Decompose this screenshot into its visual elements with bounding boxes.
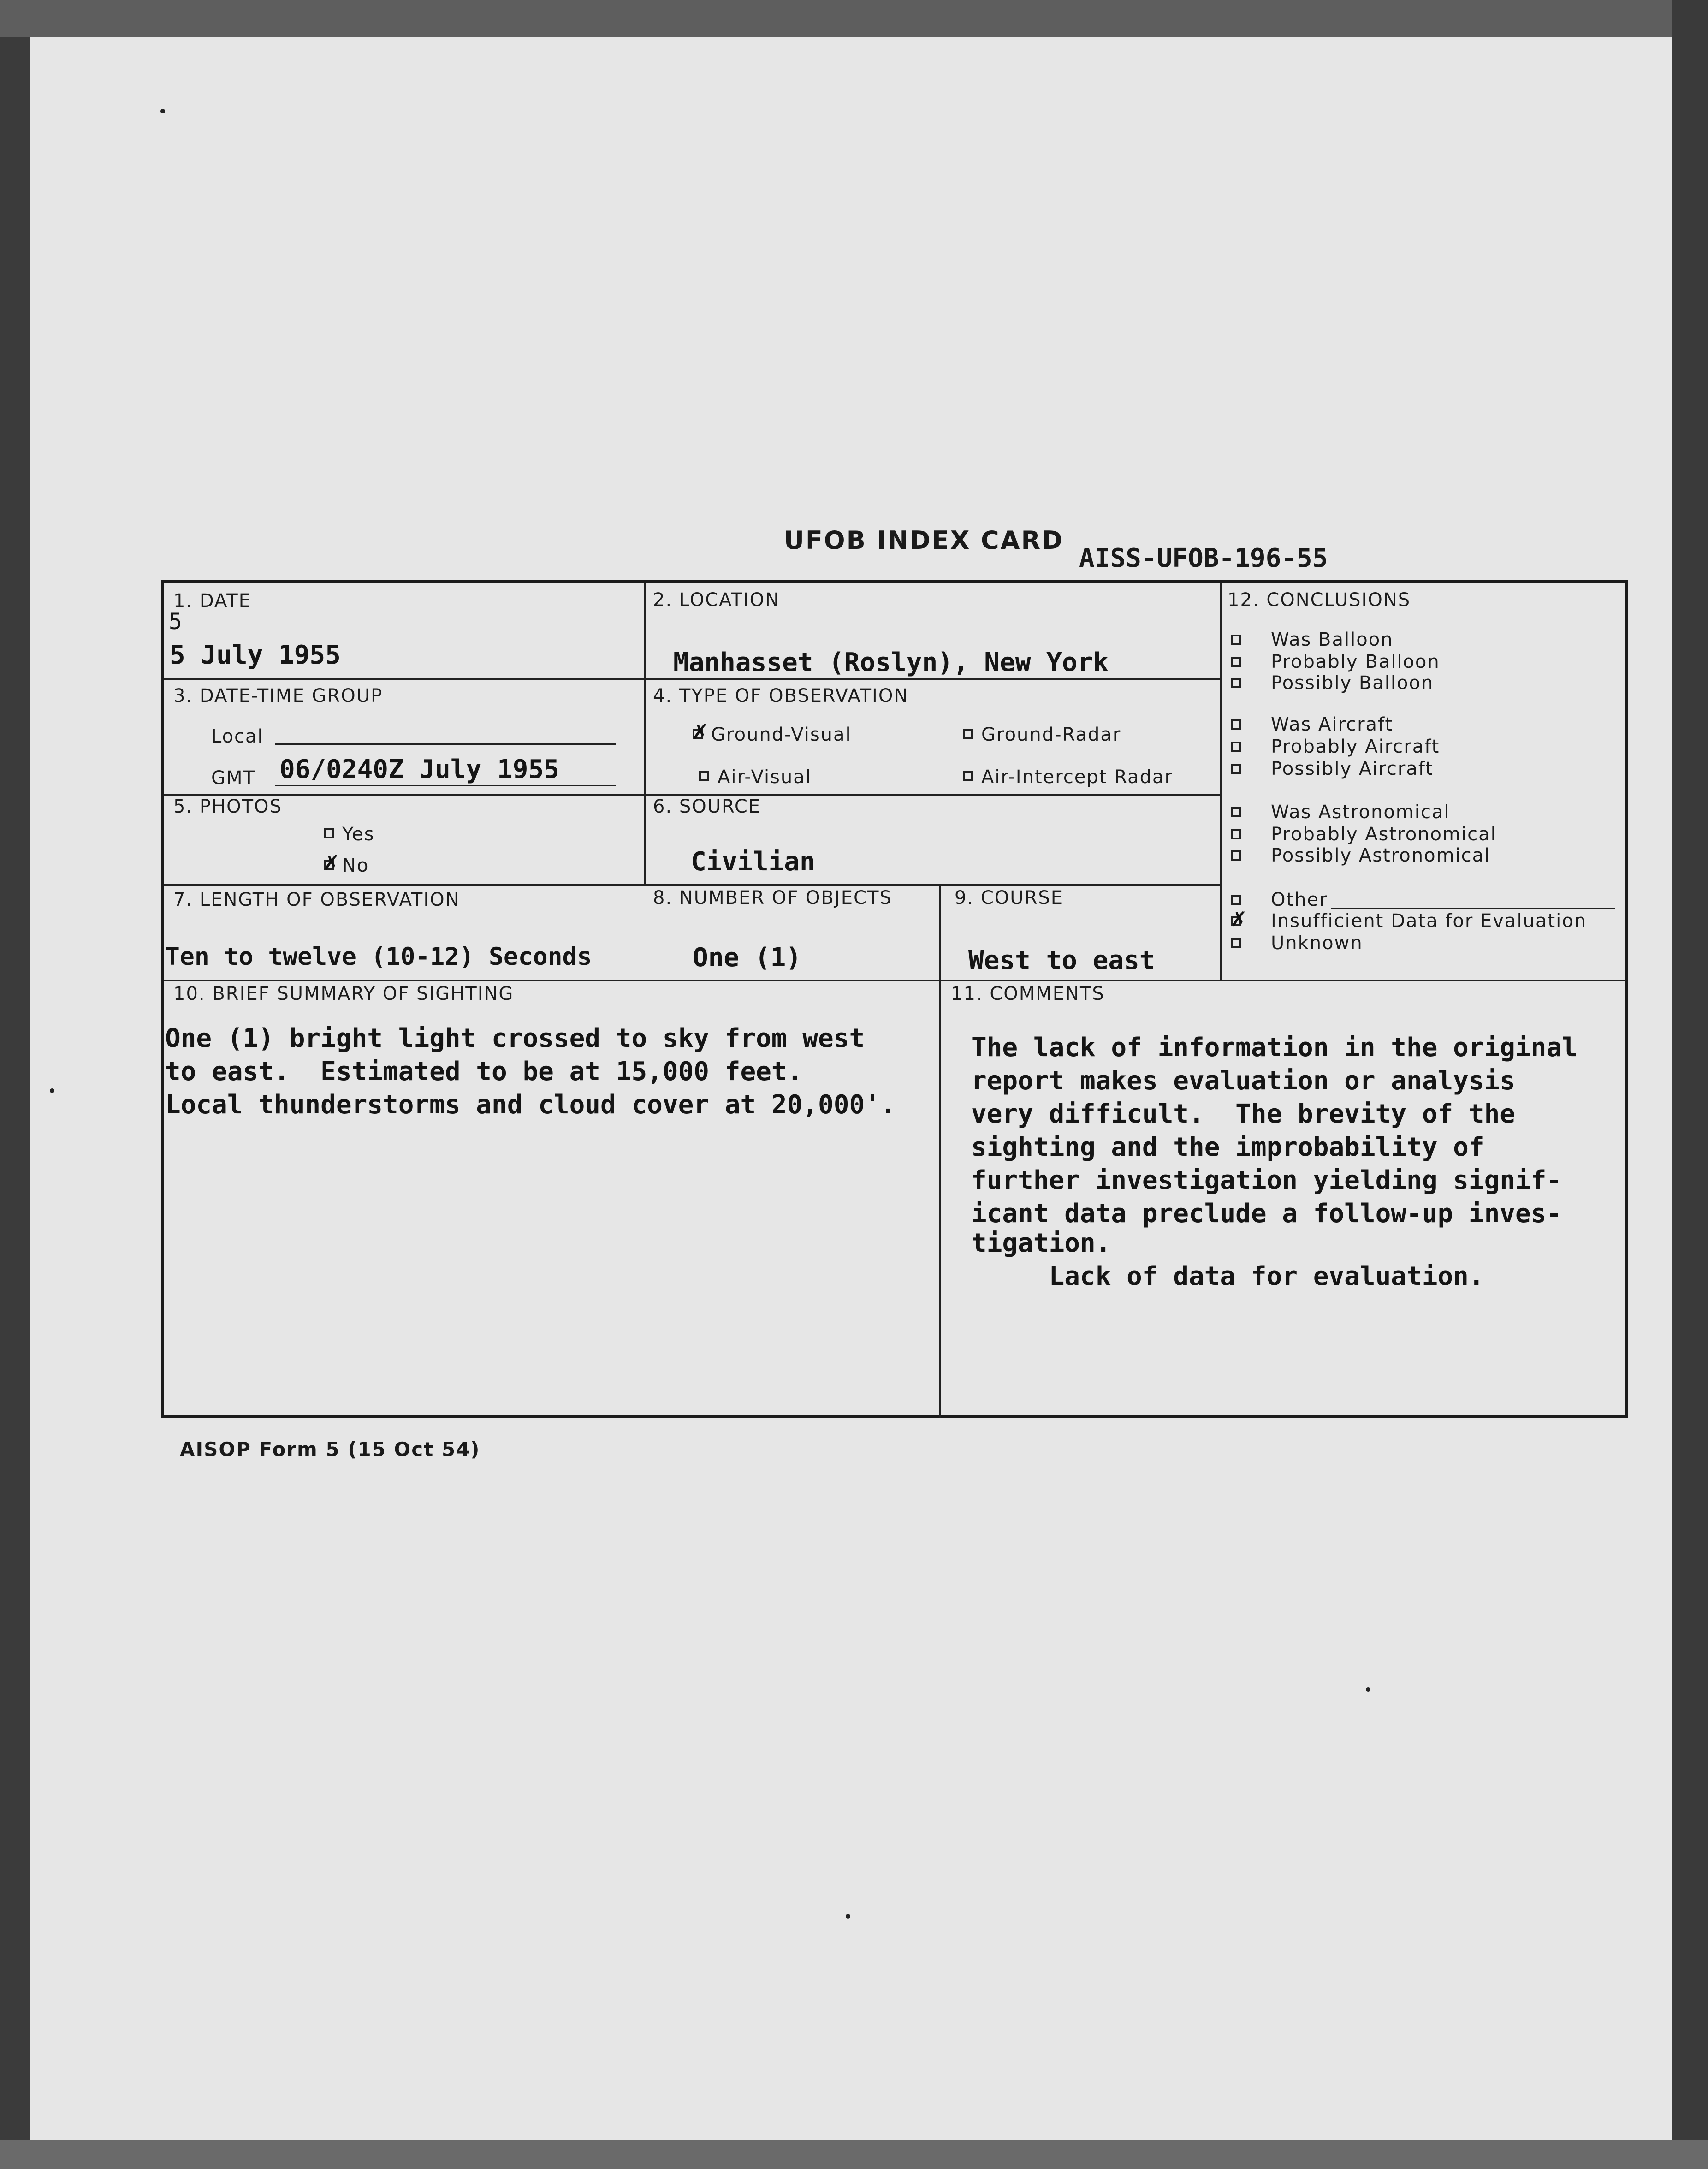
conclusion-insufficient-data-label: Insufficient Data for Evaluation bbox=[1271, 910, 1587, 932]
conclusion-probably-balloon-label: Probably Balloon bbox=[1271, 651, 1440, 672]
type-air-visual-label: Air-Visual bbox=[718, 767, 812, 788]
card-title: UFOB INDEX CARD bbox=[784, 526, 1064, 555]
scan-border-left bbox=[0, 37, 30, 2169]
conclusion-was-aircraft-label: Was Aircraft bbox=[1271, 714, 1394, 735]
type-air-intercept-radar-label: Air-Intercept Radar bbox=[981, 767, 1173, 788]
dtg-label: 3. DATE-TIME GROUP bbox=[173, 685, 383, 707]
comments-line-3: very difficult. The brevity of the bbox=[971, 1099, 1516, 1129]
comments-line-2: report makes evaluation or analysis bbox=[971, 1066, 1516, 1096]
summary-line-1: One (1) bright light crossed to sky from west bbox=[165, 1023, 865, 1053]
speck bbox=[160, 109, 165, 113]
divider-col3 bbox=[1220, 583, 1222, 980]
source-label: 6. SOURCE bbox=[653, 796, 761, 817]
index-card-form bbox=[161, 580, 1628, 1418]
conclusion-possibly-astronomical-label: Possibly Astronomical bbox=[1271, 845, 1491, 866]
divider-col2 bbox=[939, 884, 941, 1418]
location-label: 2. LOCATION bbox=[653, 589, 780, 611]
conclusion-unknown-checkbox bbox=[1231, 938, 1241, 948]
conclusion-other-checkbox bbox=[1231, 895, 1241, 905]
comments-line-1: The lack of information in the original bbox=[971, 1033, 1578, 1063]
summary-label: 10. BRIEF SUMMARY OF SIGHTING bbox=[173, 983, 514, 1004]
course-value: West to east bbox=[968, 945, 1155, 975]
conclusion-other-line bbox=[1331, 908, 1615, 909]
conclusion-was-balloon-checkbox bbox=[1231, 635, 1241, 645]
conclusions-label: 12. CONCLUSIONS bbox=[1228, 589, 1411, 611]
conclusion-possibly-astronomical-checkbox bbox=[1231, 850, 1241, 861]
length-label: 7. LENGTH OF OBSERVATION bbox=[173, 889, 460, 910]
photos-yes-checkbox bbox=[324, 828, 334, 838]
conclusion-possibly-aircraft-checkbox bbox=[1231, 764, 1241, 774]
dtg-local-line bbox=[275, 743, 616, 745]
conclusion-probably-astronomical-label: Probably Astronomical bbox=[1271, 824, 1497, 845]
divider-row4 bbox=[164, 980, 1626, 981]
photos-no-label: No bbox=[342, 855, 369, 876]
comments-label: 11. COMMENTS bbox=[951, 983, 1105, 1004]
comments-line-4: sighting and the improbability of bbox=[971, 1132, 1484, 1162]
length-value: Ten to twelve (10-12) Seconds bbox=[165, 943, 592, 971]
type-ground-radar-label: Ground-Radar bbox=[981, 724, 1121, 745]
card-id: AISS-UFOB-196-55 bbox=[1079, 543, 1328, 573]
scan-border-bottom bbox=[0, 2140, 1708, 2169]
conclusion-possibly-balloon-label: Possibly Balloon bbox=[1271, 672, 1434, 694]
type-ground-visual-checkbox bbox=[693, 729, 703, 739]
conclusion-was-astronomical-checkbox bbox=[1231, 807, 1241, 817]
type-obs-label: 4. TYPE OF OBSERVATION bbox=[653, 685, 909, 707]
date-label: 1. DATE bbox=[173, 590, 251, 612]
conclusion-probably-aircraft-label: Probably Aircraft bbox=[1271, 736, 1440, 757]
conclusion-probably-astronomical-checkbox bbox=[1231, 829, 1241, 839]
conclusion-was-astronomical-label: Was Astronomical bbox=[1271, 802, 1450, 823]
speck bbox=[50, 1088, 54, 1093]
scan-border-top bbox=[0, 0, 1708, 37]
divider-col1 bbox=[644, 583, 646, 884]
date-correction: 5 bbox=[169, 609, 182, 635]
course-label: 9. COURSE bbox=[955, 887, 1064, 909]
speck bbox=[846, 1914, 850, 1919]
num-objects-label: 8. NUMBER OF OBJECTS bbox=[653, 887, 892, 909]
conclusion-possibly-aircraft-label: Possibly Aircraft bbox=[1271, 758, 1434, 779]
type-ground-visual-label: Ground-Visual bbox=[711, 724, 852, 745]
dtg-gmt-value: 06/0240Z July 1955 bbox=[279, 755, 559, 784]
date-value: 5 July 1955 bbox=[170, 640, 341, 670]
divider-row3 bbox=[164, 884, 1220, 886]
conclusion-unknown-label: Unknown bbox=[1271, 933, 1363, 954]
photos-label: 5. PHOTOS bbox=[173, 796, 282, 817]
conclusion-other-label: Other bbox=[1271, 889, 1328, 910]
comments-line-6: icant data preclude a follow-up inves- bbox=[971, 1199, 1562, 1229]
comments-line-7: tigation. bbox=[971, 1228, 1111, 1258]
dtg-local-label: Local bbox=[211, 726, 264, 747]
speck bbox=[1366, 1687, 1370, 1692]
type-air-visual-checkbox bbox=[699, 771, 709, 781]
divider-row1 bbox=[164, 678, 1220, 680]
type-ground-radar-checkbox bbox=[963, 729, 973, 739]
source-value: Civilian bbox=[691, 847, 815, 877]
summary-line-2: to east. Estimated to be at 15,000 feet. bbox=[165, 1057, 803, 1087]
scan-border-right bbox=[1672, 0, 1708, 2169]
conclusion-possibly-balloon-checkbox bbox=[1231, 678, 1241, 688]
conclusion-was-balloon-label: Was Balloon bbox=[1271, 629, 1394, 650]
conclusion-was-aircraft-checkbox bbox=[1231, 719, 1241, 730]
location-value: Manhasset (Roslyn), New York bbox=[673, 648, 1109, 677]
conclusion-probably-balloon-checkbox bbox=[1231, 657, 1241, 667]
num-objects-value: One (1) bbox=[693, 943, 802, 973]
comments-line-8: Lack of data for evaluation. bbox=[971, 1261, 1484, 1291]
type-air-intercept-radar-checkbox bbox=[963, 771, 973, 781]
comments-line-5: further investigation yielding signif- bbox=[971, 1165, 1562, 1195]
summary-line-3: Local thunderstorms and cloud cover at 20,000'. bbox=[165, 1090, 896, 1120]
conclusion-probably-aircraft-checkbox bbox=[1231, 742, 1241, 752]
photos-yes-label: Yes bbox=[342, 824, 375, 845]
photos-no-checkbox bbox=[324, 860, 334, 870]
conclusion-insufficient-data-checkbox bbox=[1231, 916, 1241, 926]
dtg-gmt-label: GMT bbox=[211, 767, 255, 789]
dtg-gmt-line bbox=[275, 785, 616, 786]
form-number: AISOP Form 5 (15 Oct 54) bbox=[180, 1438, 480, 1461]
